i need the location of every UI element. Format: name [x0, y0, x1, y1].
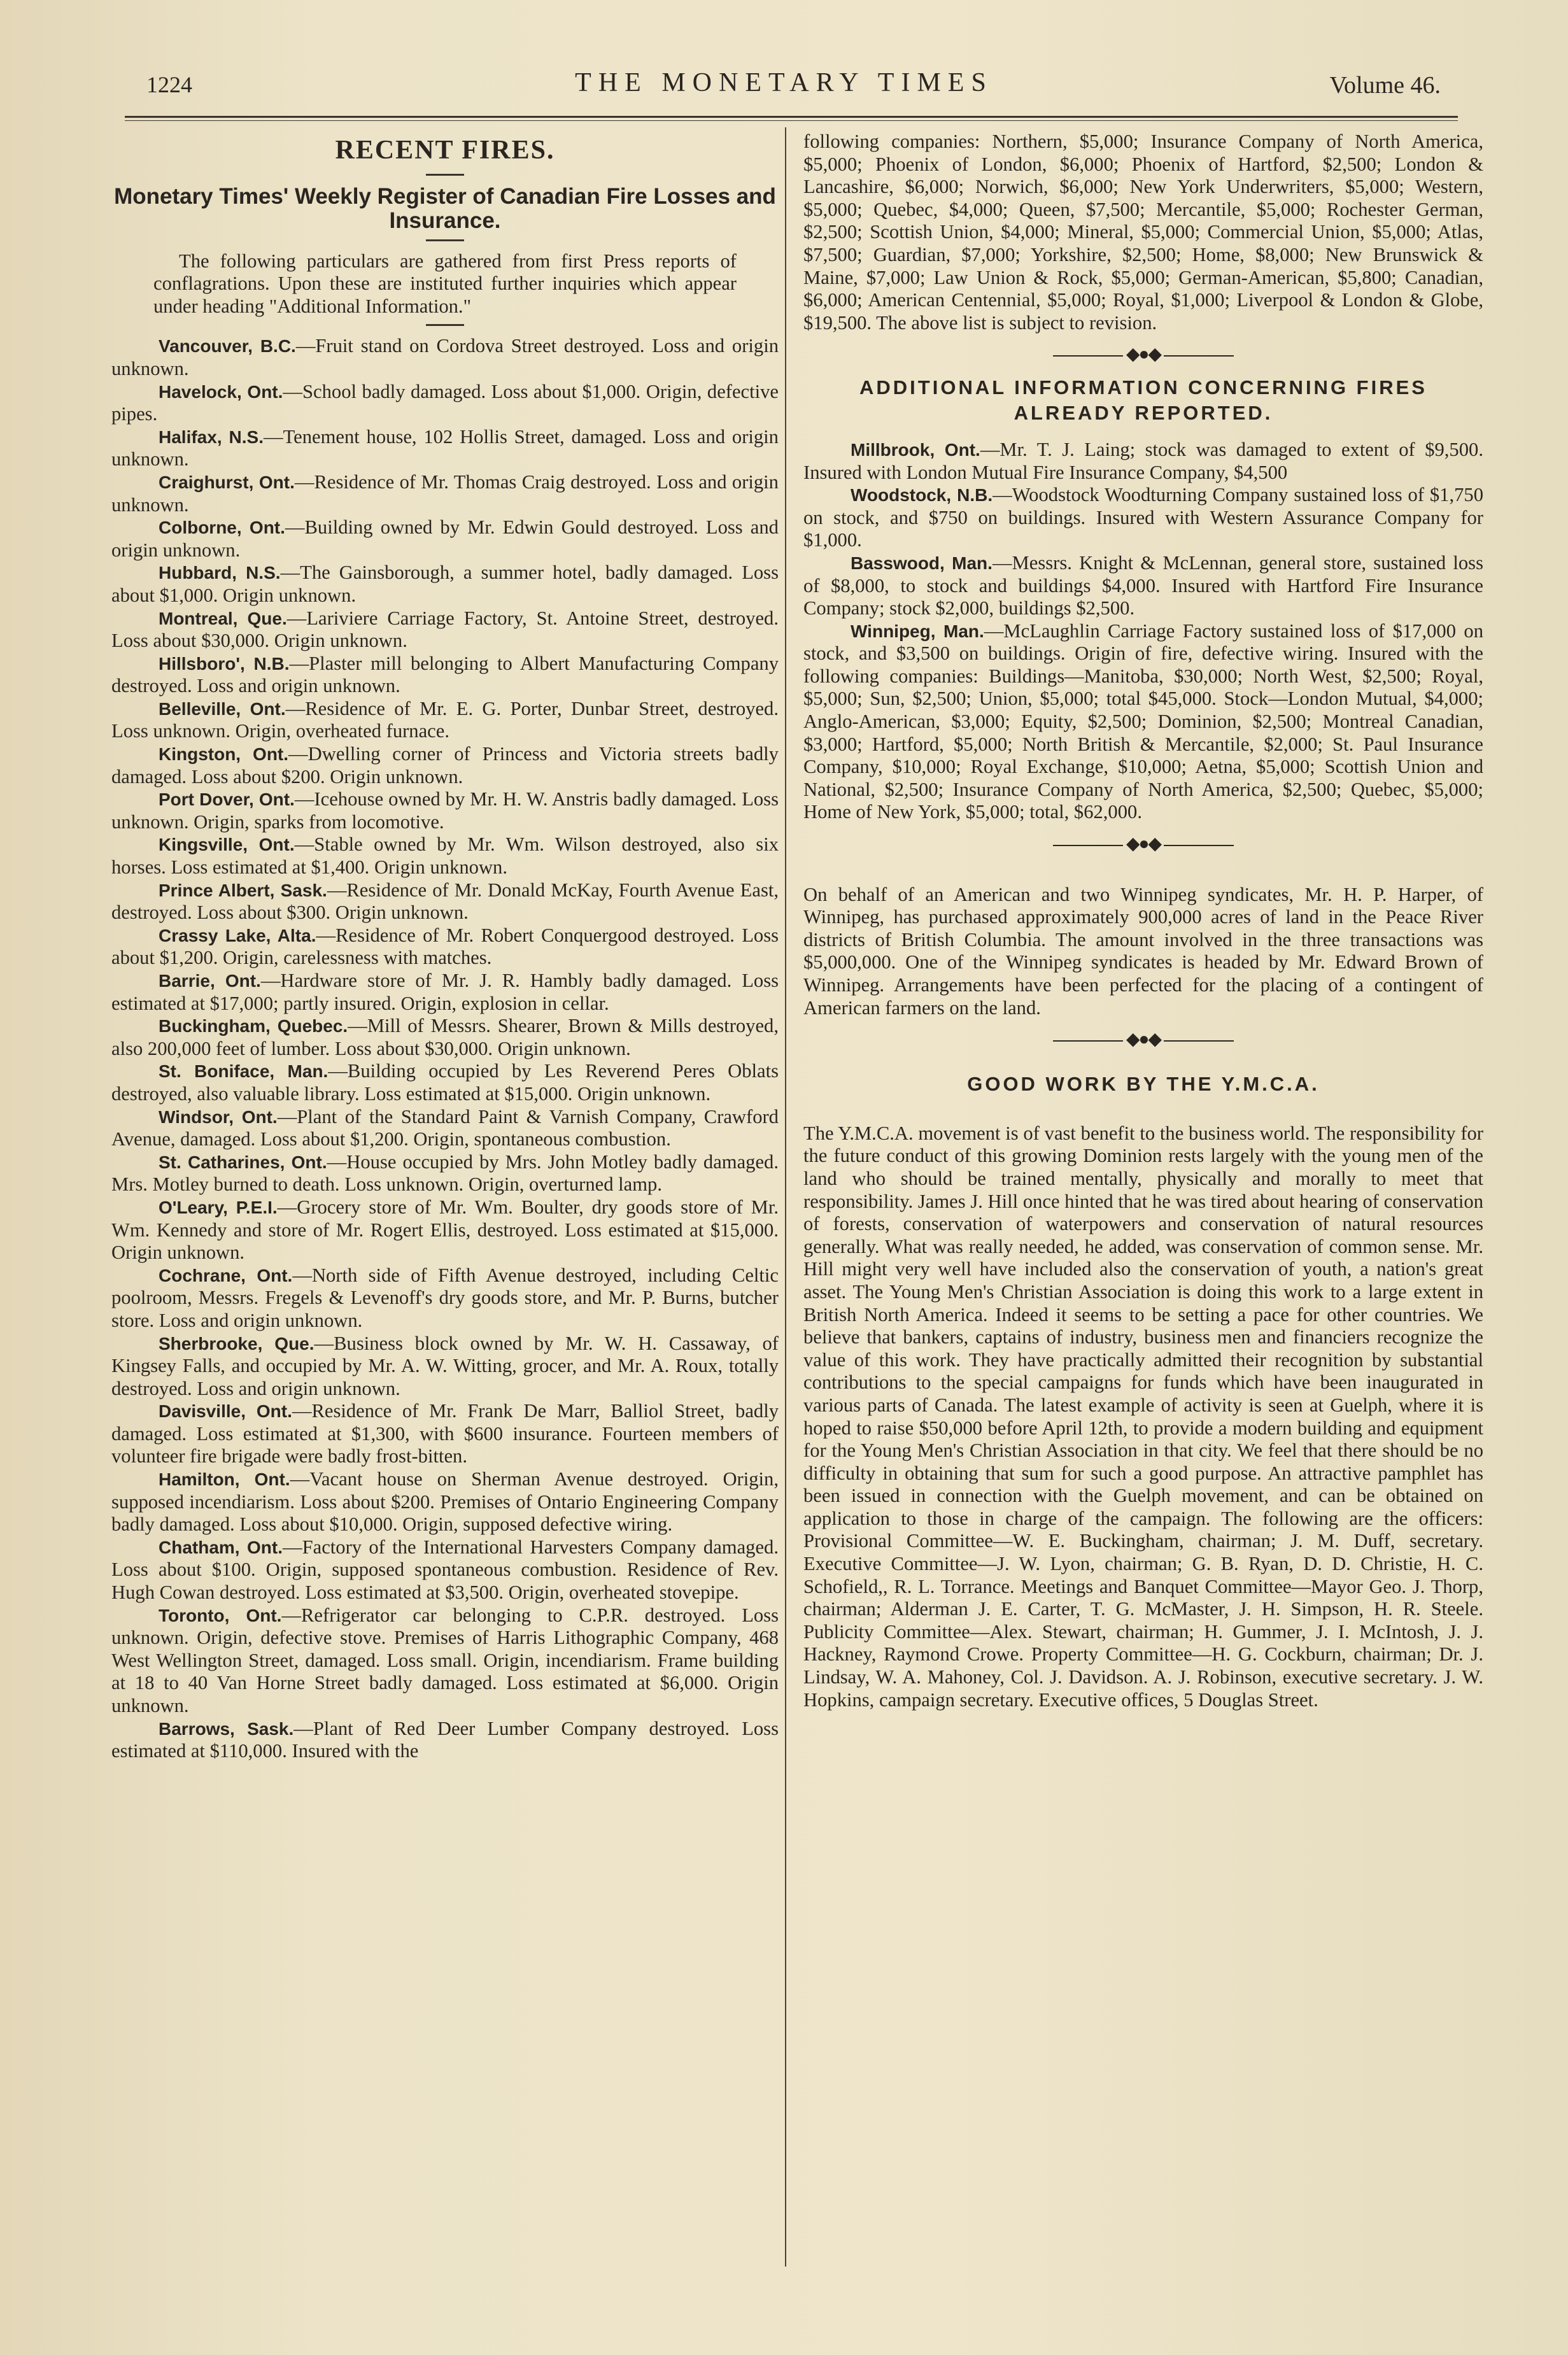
fire-entry [111, 1264, 779, 1333]
entry-text: —Vacant house on Sherman Avenue destroyed. Origin, supposed incendiarism. Loss about $200. Premises of Ontario Engineering Company badly damaged. Loss about $10,000. Origin, supposed defective wiring. [111, 1468, 779, 1536]
entry-place: Basswood, Man. [851, 553, 992, 573]
entry-place: Winnipeg, Man. [851, 621, 984, 641]
fire-entry [111, 1151, 779, 1196]
fire-entry [111, 1015, 779, 1060]
entry-place: Halifax, N.S. [159, 427, 264, 447]
fire-entry [111, 471, 779, 516]
fire-entry [111, 1718, 779, 1763]
column-divider [785, 127, 786, 2267]
entry-text: —Refrigerator car belonging to C.P.R. destroyed. Loss unknown. Origin, defective stove. Premises of Harris Lithographic Company, 468 West Wellington Street, damaged. Loss small. Origin, incendiarism. Frame building at 18 to 40 Van Horne Street badly damaged. Loss estimated at $6,000. Origin unknown. [111, 1604, 779, 1716]
ymca-paragraph: The Y.M.C.A. movement is of vast benefit to the business world. The responsibility for the future conduct of this growing Dominion rests largely with the young men of the land who should be trained mentally, physically and morally to meet that responsibility. James J. Hill once hinted that he was tired about hearing of conservation of forests, conservation of waterpowers and conservation of natural resources generally. What was really needed, he added, was conservation of common sense. Mr. Hill might very well have included also the conservation of youth, a nation's great asset. The Young Men's Christian Association is doing this work to a large extent in British North America. Indeed it seems to be setting a pace for other countries. We believe that bankers, captains of industry, business men and financiers recognize the value of this work. They have practically admitted their recognition by substantial contributions to the special campaigns for funds which have been inaugurated in various parts of Canada. The latest example of activity is seen at Guelph, where it is hoped to raise $50,000 before April 12th, to provide a modern building and equipment for the Young Men's Christian Association in that city. We feel that there should be no difficulty in obtaining that sum for such a good purpose. An attractive pamphlet has been issued in connection with the Guelph movement, and can be obtained on application to those in charge of the campaign. The following are the officers: Provisional Committee—W. E. Buckingham, chairman; J. M. Duff, secretary. Executive Committee—J. W. Lyon, chairman; G. B. Ryan, D. D. Christie, H. C. Schofield,, R. L. Torrance. Meetings and Banquet Committee—Mayor Geo. J. Thorp, chairman; Alderman J. E. Carter, T. G. McMaster, J. H. Simpson, H. R. Steele. Publicity Committee—Alex. Stewart, chairman; H. Gummer, J. I. McIntosh, J. J. Hackney, Raymond Crowe. Property Committee—H. G. Cockburn, chairman; Dr. J. Lindsay, W. A. Mahoney, Col. J. Davidson. A. J. Robinson, executive secretary. J. W. Hopkins, campaign secretary. Executive offices, 5 Douglas Street. [803, 1122, 1483, 1711]
fire-entry [111, 381, 779, 426]
intro-paragraph: The following particulars are gathered from first Press reports of conflagrations. Upon these are instituted further inquiries which appear under heading "Additional Information." [153, 250, 737, 317]
header-rule [125, 116, 1458, 118]
entry-place: Chatham, Ont. [159, 1537, 283, 1557]
entry-place: Cochrane, Ont. [159, 1265, 293, 1285]
fire-entry [111, 1196, 779, 1264]
entry-place: Havelock, Ont. [159, 381, 283, 402]
short-rule [426, 239, 464, 241]
ornament-divider: ◆●◆ [803, 1028, 1483, 1051]
ornament-divider: ◆●◆ [803, 833, 1483, 856]
entry-text: —The Gainsborough, a summer hotel, badly damaged. Loss about $1,000. Origin unknown. [111, 562, 779, 606]
fire-entry [111, 698, 779, 743]
entry-place: Toronto, Ont. [159, 1605, 282, 1625]
entry-text: —Hardware store of Mr. J. R. Hambly badly damaged. Loss estimated at $17,000; partly insured. Origin, explosion in cellar. [111, 970, 779, 1014]
entry-text: —Factory of the International Harvesters Company damaged. Loss about $100. Origin, supposed spontaneous combustion. Residence of Rev. Hugh Cowan destroyed. Loss estimated at $3,500. Origin, overheated stovepipe. [111, 1536, 779, 1604]
continued-insurance-list: following companies: Northern, $5,000; Insurance Company of North America, $5,000; Phoenix of London, $6,000; Phoenix of Hartford, $2,500; London & Lancashire, $6,000; Norwich, $6,000; New York Underwriters, $5,000; Western, $5,000; Quebec, $4,000; Queen, $7,500; Mercantile, $5,000; Rochester German, $2,500; Scottish Union, $4,000; Mineral, $5,000; Commercial Union, $5,000; Atlas, $7,500; Guardian, $7,000; Yorkshire, $2,500; Home, $8,000; New Brunswick & Maine, $7,000; Law Union & Rock, $5,000; German-American, $5,800; Canadian, $6,000; American Centennial, $5,000; Royal, $1,000; Liverpool & London & Globe, $19,500. The above list is subject to revision. [803, 131, 1483, 334]
fire-entry [111, 743, 779, 788]
entry-place: Davisville, Ont. [159, 1401, 292, 1422]
fire-entry [111, 879, 779, 924]
volume-label: Volume 46. [1329, 72, 1441, 99]
header-rule-thin [125, 120, 1458, 121]
entry-text: —McLaughlin Carriage Factory sustained loss of $17,000 on stock, and $3,500 on buildings. Origin of fire, defective wiring. Insured with the following companies: Buildings—Manitoba, $30,000; North West, $2,500; Royal, $5,000; Sun, $2,500; Union, $5,000; total $45,000. Stock—London Mutual, $4,000; Anglo-American, $3,000; Equity, $2,500; Dominion, $2,500; Montreal Canadian, $3,000; Hartford, $5,000; North British & Mercantile, $2,000; St. Paul Insurance Company, $10,000; Royal Exchange, $10,000; Aetna, $5,000; Scottish Union and National, $2,500; Insurance Company of North America, $2,500; Quebec, $5,000; Home of New York, $5,000; total, $62,000. [803, 619, 1483, 823]
short-rule [426, 174, 464, 176]
entry-place: Buckingham, Quebec. [159, 1016, 348, 1036]
entry-text: —Mill of Messrs. Shearer, Brown & Mills destroyed, also 200,000 feet of lumber. Loss about $30,000. Origin unknown. [111, 1015, 779, 1059]
additional-entry [803, 620, 1483, 824]
entry-place: St. Boniface, Man. [159, 1061, 328, 1082]
entry-text: —Residence of Mr. Donald McKay, Fourth Avenue East, destroyed. Loss about $300. Origin unknown. [111, 879, 779, 924]
register-subheading: Monetary Times' Weekly Register of Canadian Fire Losses and Insurance. [114, 183, 776, 233]
entry-text: —Plant of the Standard Paint & Varnish Company, Crawford Avenue, damaged. Loss about $1,200. Origin, spontaneous combustion. [111, 1105, 779, 1150]
fire-entry [111, 335, 779, 380]
entry-text: —Tenement house, 102 Hollis Street, damaged. Loss and origin unknown. [111, 425, 779, 470]
entry-text: —Fruit stand on Cordova Street destroyed. Loss and origin unknown. [111, 335, 779, 379]
entry-place: O'Leary, P.E.I. [159, 1197, 278, 1217]
entry-place: Belleville, Ont. [159, 698, 286, 719]
entry-text: —Residence of Mr. Frank De Marr, Balliol Street, badly damaged. Loss estimated at $1,300, with $600 insurance. Fourteen members of volunteer fire brigade were badly frost-bitten. [111, 1400, 779, 1467]
entry-text: —Grocery store of Mr. Wm. Boulter, dry goods store of Mr. Wm. Kennedy and store of Mr. Rogert Ellis, destroyed. Loss estimated at $15,000. Origin unknown. [111, 1196, 779, 1264]
entry-text: —North side of Fifth Avenue destroyed, including Celtic poolroom, Messrs. Fregels & Levenoff's dry goods store, and Mr. P. Burns, butcher store. Loss and origin unknown. [111, 1264, 779, 1331]
entry-place: Windsor, Ont. [159, 1107, 278, 1127]
entry-text: —Icehouse owned by Mr. H. W. Anstris badly damaged. Loss unknown. Origin, sparks from locomotive. [111, 788, 779, 833]
additional-info-heading: ADDITIONAL INFORMATION CONCERNING FIRES ALREADY REPORTED. [859, 376, 1427, 424]
entry-place: Port Dover, Ont. [159, 789, 295, 810]
running-header [0, 68, 1568, 110]
entry-place: Prince Albert, Sask. [159, 880, 327, 900]
fire-entry [111, 788, 779, 833]
entry-place: Barrie, Ont. [159, 971, 261, 991]
entry-place: Hillsboro', N.B. [159, 653, 290, 674]
entry-place: Colborne, Ont. [159, 518, 285, 538]
ornament-divider: ◆●◆ [803, 343, 1483, 366]
entry-text: —Woodstock Woodturning Company sustained loss of $1,750 on stock, and $750 on buildings. Insured with Western Assurance Company for $1,000. [803, 484, 1484, 551]
fire-entry [111, 653, 779, 698]
entry-place: Vancouver, B.C. [159, 336, 296, 357]
entry-text: —Lariviere Carriage Factory, St. Antoine Street, destroyed. Loss about $30,000. Origin unknown. [111, 607, 779, 652]
entry-text: —Residence of Mr. E. G. Porter, Dunbar Street, destroyed. Loss unknown. Origin, overheated furnace. [111, 697, 779, 742]
entry-text: —Residence of Mr. Robert Conquergood destroyed. Loss about $1,200. Origin, carelessness with matches. [111, 924, 779, 969]
entry-text: —Business block owned by Mr. W. H. Cassaway, of Kingsey Falls, and occupied by Mr. A. W. Witting, grocer, and Mr. A. Roux, totally destroyed. Loss and origin unknown. [111, 1332, 779, 1399]
fire-entry [111, 1400, 779, 1468]
fire-entry [111, 1333, 779, 1401]
additional-entry [803, 439, 1483, 484]
entry-place: Kingston, Ont. [159, 744, 289, 765]
fire-entry [111, 833, 779, 879]
fire-entry [111, 562, 779, 607]
additional-entry [803, 484, 1483, 552]
fire-entry [111, 1468, 779, 1536]
entry-text: —Mr. T. J. Laing; stock was damaged to extent of $9,500. Insured with London Mutual Fire Insurance Company, $4,500 [803, 438, 1483, 483]
entry-text: —Plaster mill belonging to Albert Manufacturing Company destroyed. Loss and origin unknown. [111, 652, 779, 697]
entry-place: Millbrook, Ont. [851, 439, 980, 460]
publication-title: THE MONETARY TIMES [575, 68, 993, 97]
page-number: 1224 [146, 72, 192, 97]
entry-text: —Plant of Red Deer Lumber Company destroyed. Loss estimated at $110,000. Insured with the [111, 1717, 779, 1762]
fire-entry [111, 1536, 779, 1604]
entry-place: Crassy Lake, Alta. [159, 925, 316, 945]
entry-text: —Messrs. Knight & McLennan, general store, sustained loss of $8,000, to stock and buildings $4,000. Insured with Hartford Fire Insurance Company; stock $2,000, buildings $2,500. [803, 551, 1483, 619]
entry-text: —Dwelling corner of Princess and Victoria streets badly damaged. Loss about $200. Origin unknown. [111, 743, 779, 788]
recent-fires-heading: RECENT FIRES. [335, 136, 555, 165]
right-column [803, 131, 1483, 1711]
entry-text: —Building owned by Mr. Edwin Gould destroyed. Loss and origin unknown. [111, 516, 779, 561]
fire-entry [111, 1106, 779, 1151]
ymca-heading: GOOD WORK BY THE Y.M.C.A. [967, 1072, 1320, 1095]
entry-place: Hamilton, Ont. [159, 1469, 290, 1490]
fire-entry [111, 970, 779, 1015]
fire-entry [111, 924, 779, 970]
entry-text: —School badly damaged. Loss about $1,000. Origin, defective pipes. [111, 380, 779, 425]
fire-entry [111, 426, 779, 471]
entry-text: —Building occupied by Les Reverend Peres Oblats destroyed, also valuable library. Loss estimated at $15,000. Origin unknown. [111, 1060, 779, 1105]
entry-text: —Stable owned by Mr. Wm. Wilson destroyed, also six horses. Loss estimated at $1,400. Origin unknown. [111, 833, 779, 879]
fire-entry [111, 607, 779, 653]
fire-entry [111, 516, 779, 562]
entry-place: Sherbrooke, Que. [159, 1333, 314, 1354]
entry-place: Craighurst, Ont. [159, 472, 295, 492]
entry-place: Hubbard, N.S. [159, 563, 281, 583]
peace-river-paragraph: On behalf of an American and two Winnipeg syndicates, Mr. H. P. Harper, of Winnipeg, has purchased approximately 900,000 acres of land in the Peace River districts of British Columbia. The amount involved in the three transactions was $5,000,000. One of the Winnipeg syndicates is headed by Mr. Edward Brown of Winnipeg. Arrangements have been perfected for the placing of a contingent of American farmers on the land. [803, 883, 1483, 1019]
entry-place: Barrows, Sask. [159, 1718, 294, 1739]
left-column [111, 131, 779, 1763]
entry-place: St. Catharines, Ont. [159, 1152, 327, 1172]
intro-block [111, 250, 779, 318]
entry-place: Woodstock, N.B. [851, 485, 993, 506]
fire-entry [111, 1060, 779, 1105]
entry-text: —Residence of Mr. Thomas Craig destroyed. Loss and origin unknown. [111, 470, 779, 516]
entry-place: Montreal, Que. [159, 608, 287, 628]
entry-text: —House occupied by Mrs. John Motley badly damaged. Mrs. Motley burned to death. Loss unknown. Origin, overturned lamp. [111, 1150, 779, 1196]
short-rule [426, 324, 464, 326]
entry-place: Kingsville, Ont. [159, 835, 295, 855]
fire-entry [111, 1604, 779, 1718]
additional-entry [803, 552, 1483, 620]
